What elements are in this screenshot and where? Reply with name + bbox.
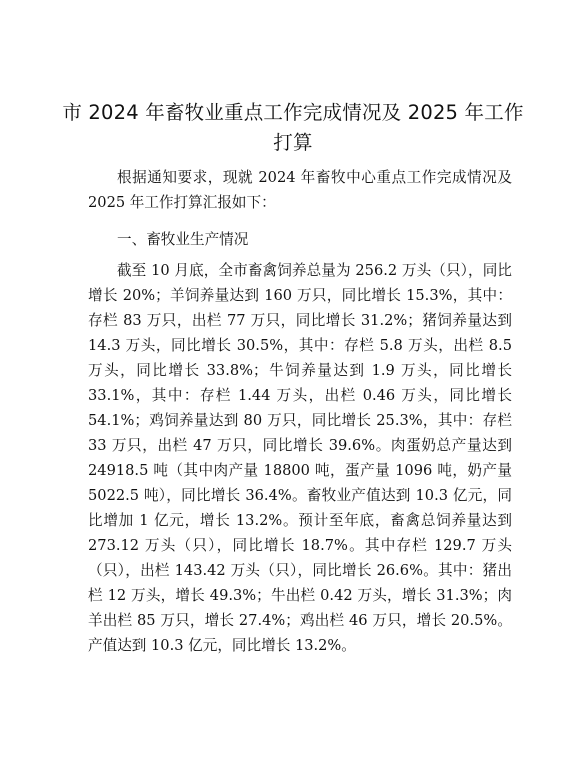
document-title: 市 2024 年畜牧业重点工作完成情况及 2025 年工作打算 xyxy=(62,101,524,154)
section-heading: 一、畜牧业生产情况 xyxy=(117,231,249,248)
section-body-paragraph: 截至 10 月底，全市畜禽饲养总量为 256.2 万头（只），同比增长 20%；羊饲养量达到 160 万只，同比增长 15.3%，其中：存栏 83 万只，出栏 77 万只，同比增长 31.2%；猪饲养量达到 14.3 万头，同比增长 30.5%，其中：存栏 5.8 万头，出栏 8.5 万头，同比增长 33.8%；牛饲养量达到 1.9 万头，同比增长 33.1%，其中：存栏 1.44 万头，出栏 0.46 万头，同比增长 54.1%；鸡饲养量达到 80 万只，同比增长 25.3%，其中：存栏 33 万只，出栏 47 万只，同比增长 39.6%。肉蛋奶总产量达到 24918.5 吨（其中肉产量 18800 吨，蛋产量 1096 吨，奶产量 5022.5 吨），同比增长 36.4%。畜牧业产值达到 10.3 亿元，同比增加 1 亿元，增长 13.2%。预计至年底，畜禽总饲养量达到 273.12 万头（只），同比增长 18.7%。其中存栏 129.7 万头（只），出栏 143.42 万头（只），同比增长 26.6%。其中：猪出栏 12 万头，增长 49.3%；牛出栏 0.42 万头，增长 31.3%；肉羊出栏 85 万只，增长 27.4%；鸡出栏 46 万只，增长 20.5%。产值达到 10.3 亿元，同比增长 13.2%。 xyxy=(88,262,512,654)
intro-paragraph: 根据通知要求，现就 2024 年畜牧中心重点工作完成情况及 2025 年工作打算汇报如下： xyxy=(88,169,512,211)
